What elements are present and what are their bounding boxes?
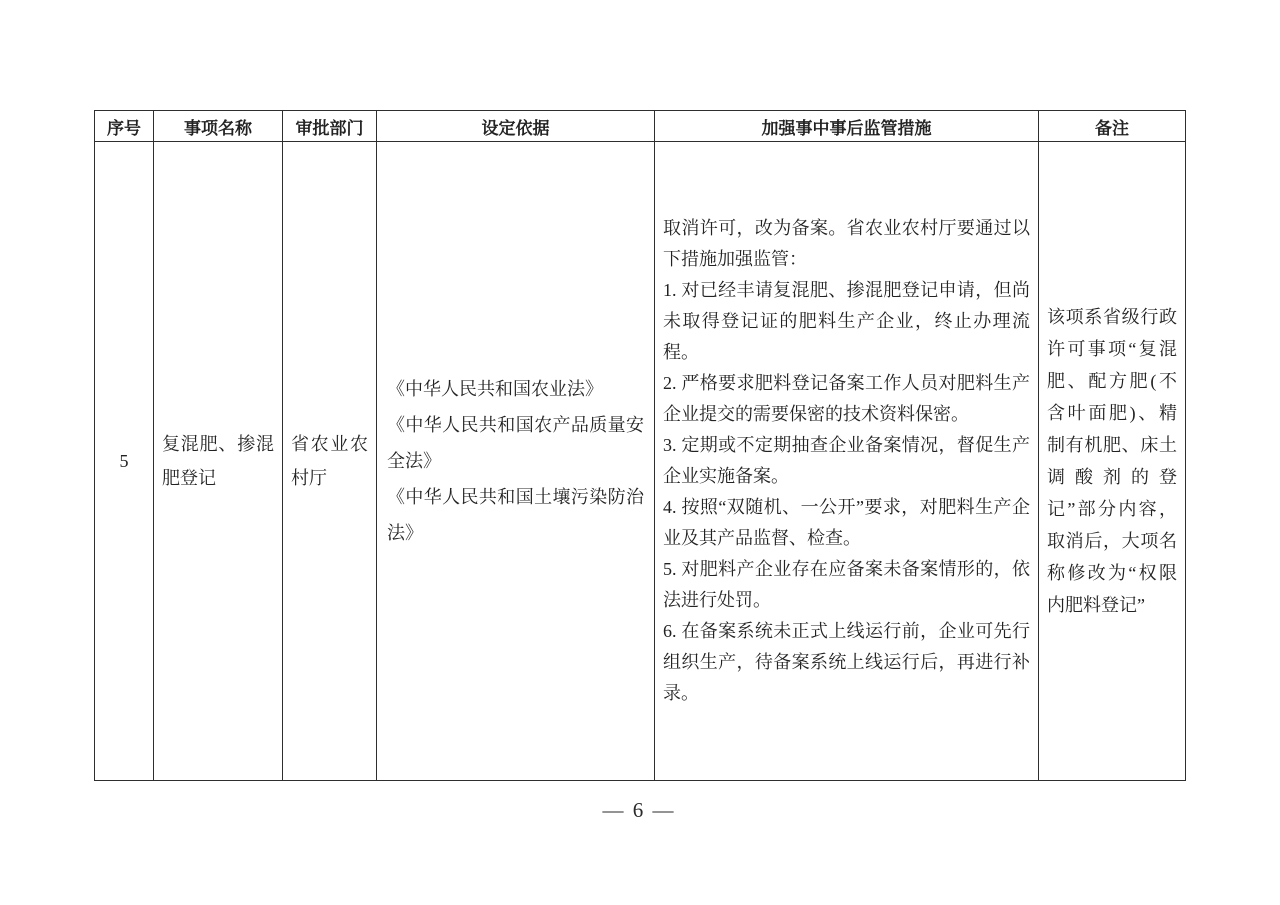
legal-basis-list (377, 371, 654, 551)
cell-legal-basis (377, 142, 655, 781)
page-number: — 6 — (602, 798, 676, 822)
cell-remark (1039, 142, 1186, 781)
table-header-row (95, 111, 1186, 142)
header-cell-remark: 备注 (1039, 111, 1186, 142)
supervision-measure-line: 3. 定期或不定期抽查企业备案情况，督促生产企业实施备案。 (663, 435, 1030, 486)
header-cell-item-name: 事项名称 (154, 111, 283, 142)
supervision-measure-line: 5. 对肥料产企业存在应备案未备案情形的，依法进行处罚。 (663, 559, 1030, 610)
item-name-value: 复混肥、掺混肥登记 (162, 434, 274, 488)
header-cell-supervision-measures: 加强事中事后监管措施 (655, 111, 1039, 142)
header-cell-seq: 序号 (95, 111, 154, 142)
supervision-measure-line: 6. 在备案系统未正式上线运行前，企业可先行组织生产，待备案系统上线运行后，再进行补录。 (663, 621, 1030, 703)
supervision-measure-line: 1. 对已经丰请复混肥、掺混肥登记申请，但尚未取得登记证的肥料生产企业，终止办理流程。 (663, 280, 1030, 362)
legal-basis-line: 《中华人民共和国农业法》 (387, 379, 603, 399)
legal-basis-line: 《中华人民共和国农产品质量安全法》 (387, 415, 644, 471)
supervision-measure-line: 2. 严格要求肥料登记备案工作人员对肥料生产企业提交的需要保密的技术资料保密。 (663, 373, 1030, 424)
supervision-measure-line: 取消许可，改为备案。省农业农村厅要通过以下措施加强监管： (663, 218, 1030, 269)
approval-dept-value: 省农业农村厅 (291, 434, 368, 488)
cell-item-name (154, 142, 283, 781)
cell-approval-dept (283, 142, 377, 781)
cell-supervision-measures (655, 142, 1039, 781)
table-row (95, 142, 1186, 781)
cell-seq (95, 142, 154, 781)
supervision-measure-line: 4. 按照“双随机、一公开”要求，对肥料生产企业及其产品监督、检查。 (663, 497, 1030, 548)
remark-value: 该项系省级行政许可事项“复混肥、配方肥(不含叶面肥)、精制有机肥、床土调酸剂的登记”部分内容，取消后，大项名称修改为“权限内肥料登记” (1047, 307, 1177, 615)
legal-basis-line: 《中华人民共和国土壤污染防治法》 (387, 487, 644, 543)
header-cell-approval-dept: 审批部门 (283, 111, 377, 142)
regulation-items-table (94, 110, 1186, 781)
seq-value: 5 (119, 450, 129, 471)
supervision-measures-list (655, 213, 1038, 709)
header-cell-legal-basis: 设定依据 (377, 111, 655, 142)
